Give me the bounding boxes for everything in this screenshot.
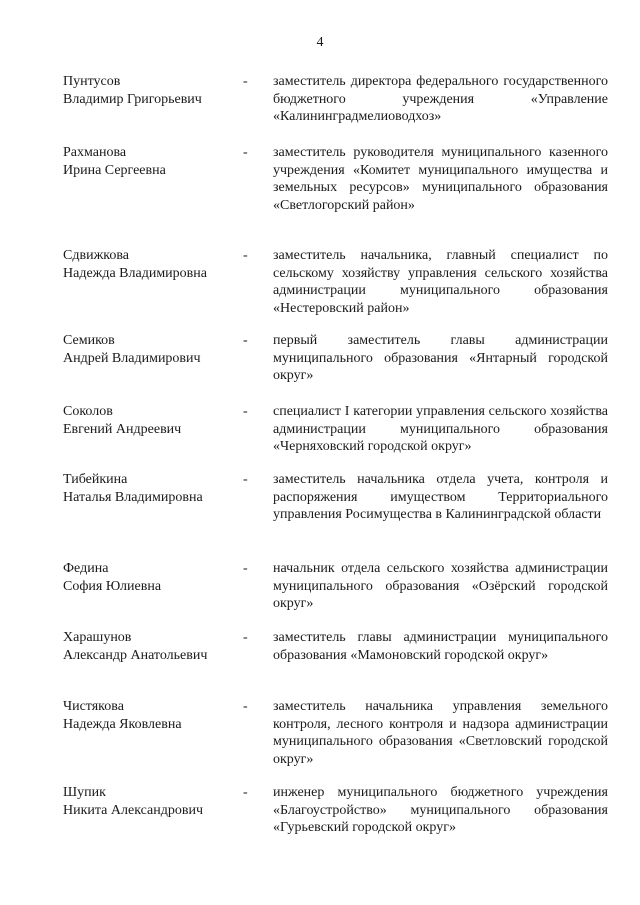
separator-dash: - (243, 248, 248, 263)
position-text: заместитель начальника отдела учета, контроля и распоряжения имуществом Территориального управления Росимущества в Калининградской области (273, 472, 608, 523)
given-name: Надежда Владимировна (63, 266, 207, 281)
position-text: заместитель начальника, главный специалист по сельскому хозяйству управления сельского хозяйства администрации муниципального образования «Нестеровский район» (273, 248, 608, 316)
surname: Рахманова (63, 145, 127, 160)
person-name (63, 560, 243, 596)
separator-dash: - (243, 333, 248, 348)
person-name (63, 73, 243, 109)
separator-dash: - (243, 74, 248, 89)
separator-dash: - (243, 785, 248, 800)
surname: Харашунов (63, 630, 132, 645)
position-text: заместитель главы администрации муниципального образования «Мамоновский городской округ» (273, 630, 608, 663)
position-text: специалист I категории управления сельского хозяйства администрации муниципального образования «Черняховский городской округ» (273, 404, 608, 455)
surname: Федина (63, 561, 109, 576)
person-name (63, 332, 243, 368)
person-name (63, 144, 243, 180)
given-name: София Юлиевна (63, 579, 162, 594)
position-text: начальник отдела сельского хозяйства администрации муниципального образования «Озёрский городской округ» (273, 561, 608, 612)
separator-dash: - (243, 699, 248, 714)
surname: Тибейкина (63, 472, 128, 487)
given-name: Евгений Андреевич (63, 422, 182, 437)
surname: Шупик (63, 785, 106, 800)
given-name: Владимир Григорьевич (63, 92, 202, 107)
given-name: Ирина Сергеевна (63, 163, 166, 178)
given-name: Наталья Владимировна (63, 490, 203, 505)
separator-dash: - (243, 145, 248, 160)
person-name (63, 698, 243, 734)
given-name: Надежда Яковлевна (63, 717, 182, 732)
surname: Чистякова (63, 699, 124, 714)
position-text: заместитель начальника управления земельного контроля, лесного контроля и надзора администрации муниципального образования «Светловский городской округ» (273, 699, 608, 767)
person-name (63, 784, 243, 820)
surname: Сдвижкова (63, 248, 129, 263)
person-name (63, 403, 243, 439)
position-text: заместитель руководителя муниципального казенного учреждения «Комитет муниципального имущества и земельных ресурсов» муниципального образования «Светлогорский район» (273, 145, 608, 213)
surname: Семиков (63, 333, 115, 348)
separator-dash: - (243, 630, 248, 645)
given-name: Никита Александрович (63, 803, 204, 818)
person-name (63, 247, 243, 283)
page-number: 4 (316, 35, 324, 50)
separator-dash: - (243, 472, 248, 487)
person-name (63, 471, 243, 507)
person-name (63, 629, 243, 665)
surname: Соколов (63, 404, 113, 419)
position-text: заместитель директора федерального государственного бюджетного учреждения «Управление «Калининградмелиоводхоз» (273, 74, 608, 125)
position-text: инженер муниципального бюджетного учреждения «Благоустройство» муниципального образования «Гурьевский городской округ» (273, 785, 608, 836)
position-text: первый заместитель главы администрации муниципального образования «Янтарный городской округ» (273, 333, 608, 384)
given-name: Александр Анатольевич (63, 648, 208, 663)
surname: Пунтусов (63, 74, 121, 89)
separator-dash: - (243, 561, 248, 576)
separator-dash: - (243, 404, 248, 419)
given-name: Андрей Владимирович (63, 351, 201, 366)
